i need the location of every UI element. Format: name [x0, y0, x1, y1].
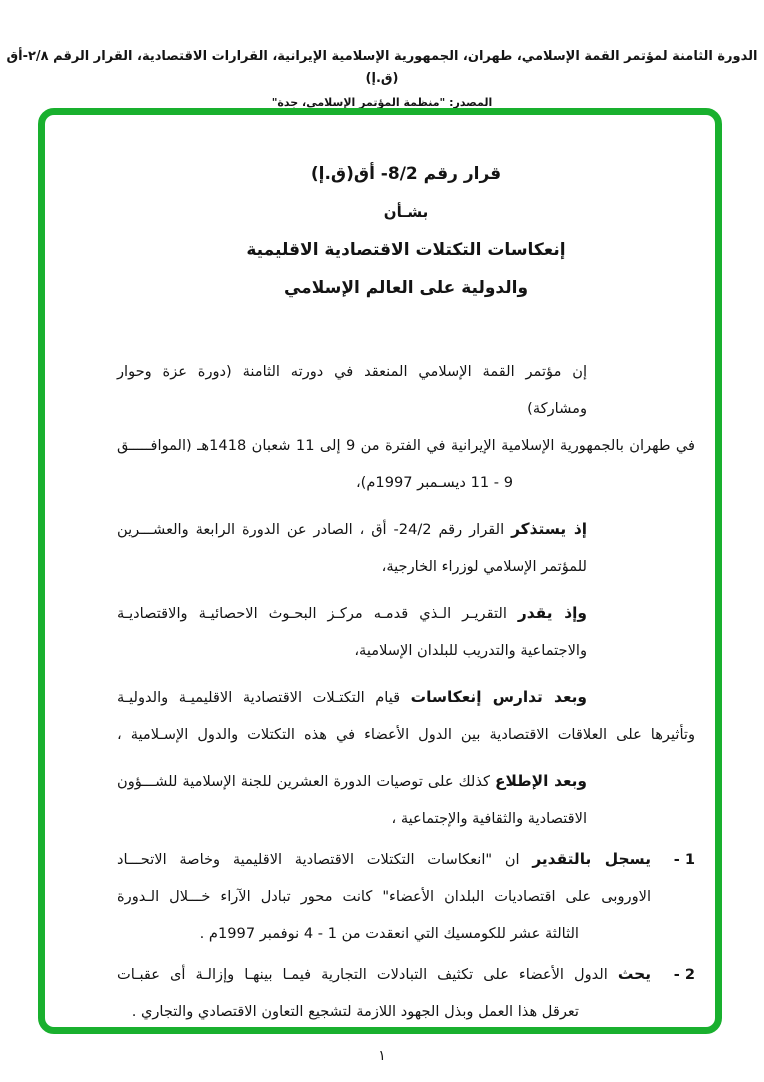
text-line: إذ يستذكر القرار رقم 24/2- أق ، الصادر عن الدورة الرابعة والعشـــرين	[117, 520, 588, 538]
document-header	[0, 46, 764, 109]
item-number: 2 -	[673, 966, 695, 983]
header-source-line: المصدر: "منظمة المؤتمر الإسلامي، جدة"	[271, 96, 493, 109]
bold-lead-phrase: يحث	[617, 965, 651, 983]
text-line: تعرقل هذا العمل وبذل الجهود اللازمة لتشجيع التعاون الاقتصادي والتجاري .	[131, 1003, 579, 1020]
bold-lead-phrase: إذ يستذكر	[511, 520, 588, 538]
title-line: بشـأن	[383, 203, 429, 221]
title-line: إنعكاسات التكتلات الاقتصادية الاقليمية	[246, 240, 566, 260]
text-line: الثالثة عشر للكومسيك التي انعقدت من 1 - 4 نوفمبر 1997م .	[199, 925, 579, 942]
title-line: والدولية على العالم الإسلامي	[283, 278, 529, 298]
text-line: وتأثيرها على العلاقات الاقتصادية بين الدول الأعضاء في هذه التكتلات والدول الإسـلامية ،	[117, 726, 695, 743]
text-line: والاجتماعية والتدريب للبلدان الإسلامية،	[354, 642, 587, 659]
numbered-operative-item	[117, 841, 695, 952]
text-line: وإذ يقدر التقريـر الـذي قدمـه مركـز البحـوث الاحصائيـة والاقتصاديـة	[117, 604, 587, 622]
numbered-operative-item	[117, 956, 695, 1030]
resolution-title	[117, 155, 695, 307]
item-number: 1 -	[673, 851, 695, 868]
text-line: وبعد تدارس إنعكاسات قيام التكتـلات الاقتصادية الاقليميـة والدوليـة	[117, 688, 587, 706]
item-text	[117, 956, 655, 1030]
text-line: الاقتصادية والثقافية والإجتماعية ،	[391, 810, 587, 827]
item-text	[117, 841, 655, 952]
text-line: 9 - 11 ديسـمبر 1997م)،	[355, 474, 513, 491]
resolution-body	[117, 353, 695, 1030]
title-line: قرار رقم 8/2- أق(ق.إ)	[310, 164, 502, 184]
preamble-paragraph	[117, 353, 695, 501]
text-line: في طهران بالجمهورية الإسلامية الإيرانية في الفترة من 9 إلى 11 شعبان 1418هـ (الموافـــــق	[117, 437, 695, 454]
text-line: وبعد الإطلاع كذلك على توصيات الدورة العشرين للجنة الإسلامية للشـــؤون	[117, 772, 587, 790]
preamble-paragraph	[117, 511, 695, 585]
bold-lead-phrase: يسجل بالتقدير	[532, 850, 651, 868]
text-line: يسجل بالتقدير ان "انعكاسات التكتلات الاقتصادية الاقليمية وخاصة الاتحـــاد	[117, 850, 651, 868]
green-border-frame	[38, 108, 722, 1034]
text-line: إن مؤتمر القمة الإسلامي المنعقد في دورته الثامنة (دورة عزة وحوار ومشاركة)	[117, 363, 587, 417]
page-number: ١	[378, 1048, 386, 1064]
text-line: للمؤتمر الإسلامي لوزراء الخارجية،	[381, 558, 587, 575]
preamble-paragraph	[117, 763, 695, 837]
preamble-paragraph	[117, 679, 695, 753]
text-line: يحث الدول الأعضاء على تكثيف التبادلات التجارية فيمـا بينهـا وإزالـة أى عقبـات	[117, 965, 651, 983]
bold-lead-phrase: وبعد تدارس إنعكاسات	[410, 688, 587, 706]
header-citation-line: الدورة الثامنة لمؤتمر القمة الإسلامي، طهران، الجمهورية الإسلامية الإيرانية، القرارات الاقتصادية، القرار الرقم ٢/٨-أق (ق.إ)	[6, 49, 758, 86]
bold-lead-phrase: وإذ يقدر	[517, 604, 587, 622]
bold-lead-phrase: وبعد الإطلاع	[494, 772, 587, 790]
preamble-paragraph	[117, 595, 695, 669]
text-line: الاوروبى على اقتصاديات البلدان الأعضاء" كانت محور تبادل الآراء خـــلال الـدورة	[117, 888, 651, 905]
